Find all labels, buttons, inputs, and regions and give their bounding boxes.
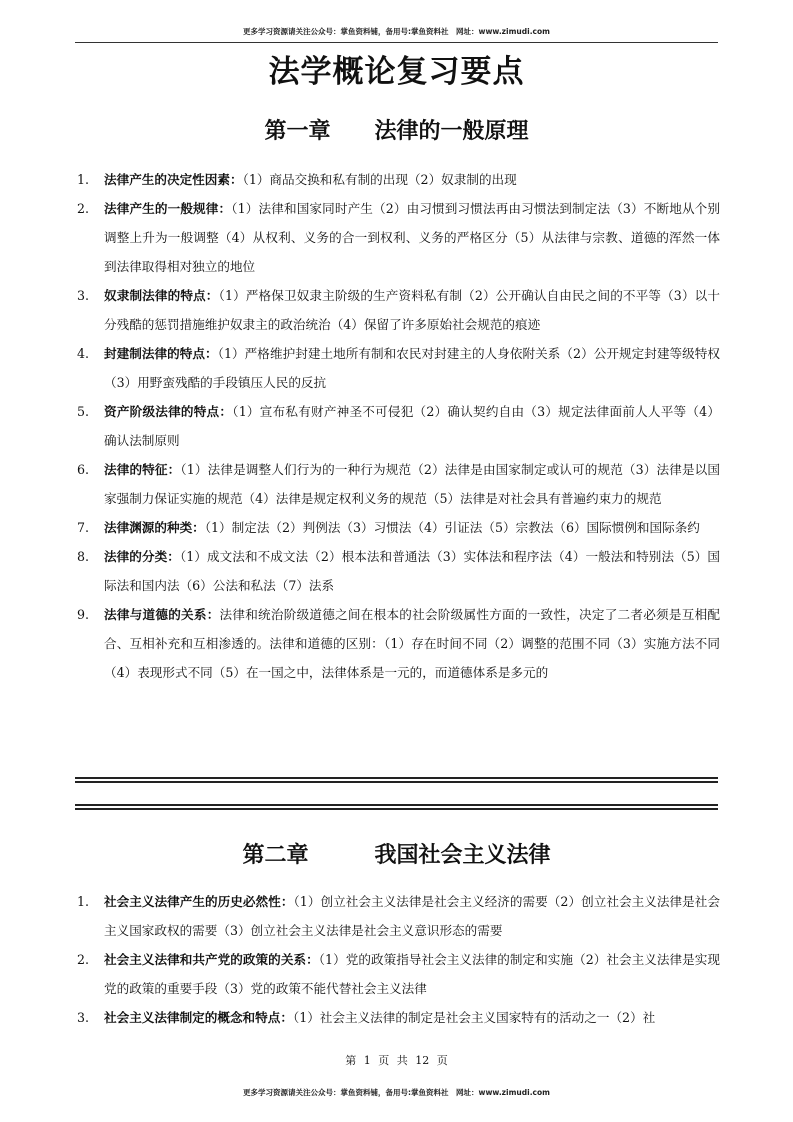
document-title: 法学概论复习要点 [268,54,525,90]
page-footer-text: 更多学习资源请关注公众号：掌鱼资料铺，备用号:掌鱼资料社 网址：www.zimudi.com [243,1088,550,1097]
item-number: 2. [77,201,90,216]
item-text: （1）创立社会主义法律是社会主义经济的需要（2）创立社会主义法律是社会主义国家政权的需要（3）创立社会主义法律是社会主义意识形态的需要 [104,894,720,938]
item-term: 资产阶级法律的特点： [104,404,233,419]
item-number: 4. [77,346,90,361]
chapter-2-section [77,887,720,1032]
item-term: 法律与道德的关系： [104,607,220,622]
item-term: 法律的分类： [104,549,180,564]
section-divider [75,804,718,806]
item-text: （1）法律和国家同时产生（2）由习惯到习惯法再由习惯法到制定法（3）不断地从个别调整上升为一般调整（4）从权利、义务的合一到权利、义务的严格区分（5）从法律与宗教、道德的浑然一体到法律取得相对独立的地位 [104,201,720,274]
item-term: 法律的特征： [104,462,181,477]
list-item [77,339,720,397]
page-number: 第 1 页 共 12 页 [345,1054,448,1067]
chapter-2-title: 第二章 我国社会主义法律 [242,842,551,868]
list-item [77,542,720,600]
header-rule [75,42,718,43]
section-divider [75,781,718,783]
list-item [77,455,720,513]
item-term: 社会主义法律和共产党的政策的关系： [104,952,319,967]
item-text: （1）严格保卫奴隶主阶级的生产资料私有制（2）公开确认自由民之间的不平等（3）以十分残酷的惩罚措施维护奴隶主的政治统治（4）保留了许多原始社会规范的痕迹 [104,288,720,332]
item-term: 社会主义法律产生的历史必然性： [104,894,294,909]
list-item [77,513,720,542]
list-item [77,281,720,339]
item-term: 封建制法律的特点： [104,346,218,361]
item-text: （1）法律是调整人们行为的一种行为规范（2）法律是由国家制定或认可的规范（3）法律是以国家强制力保证实施的规范（4）法律是规定权利义务的规范（5）法律是对社会具有普遍约束力的规范 [104,462,720,506]
list-item [77,1003,720,1032]
item-number: 7. [77,520,90,535]
page-header-text: 更多学习资源请关注公众号：掌鱼资料铺，备用号:掌鱼资料社 网址：www.zimudi.com [243,27,550,36]
list-item [77,194,720,281]
list-item [77,600,720,687]
item-number: 1. [77,172,90,187]
item-text: （1）党的政策指导社会主义法律的制定和实施（2）社会主义法律是实现党的政策的重要手段（3）党的政策不能代替社会主义法律 [104,952,721,996]
item-text: （1）成文法和不成文法（2）根本法和普通法（3）实体法和程序法（4）一般法和特别法（5）国际法和国内法（6）公法和私法（7）法系 [104,549,721,593]
item-number: 2. [77,952,90,967]
section-divider [75,777,718,779]
chapter-1-section [77,165,720,687]
item-text: （1）严格维护封建土地所有制和农民对封建主的人身依附关系（2）公开规定封建等级特权（3）用野蛮残酷的手段镇压人民的反抗 [104,346,720,390]
item-number: 3. [77,288,90,303]
item-term: 法律产生的一般规律： [104,201,232,216]
list-item [77,945,720,1003]
item-text: （1）社会主义法律的制定是社会主义国家特有的活动之一（2）社 [292,1010,656,1025]
chapter-1-title: 第一章 法律的一般原理 [264,118,529,144]
list-item [77,165,720,194]
item-text: （1）商品交换和私有制的出现（2）奴隶制的出现 [242,172,517,187]
item-text: 法律和统治阶级道德之间在根本的社会阶级属性方面的一致性，决定了二者必须是互相配合、互相补充和互相渗透的。法律和道德的区别：（1）存在时间不同（2）调整的范围不同（3）实施方法不同（4）表现形式不同（5）在一国之中，法律体系是一元的，而道德体系是多元的 [104,607,721,680]
item-number: 8. [77,549,90,564]
item-number: 3. [77,1010,90,1025]
item-term: 奴隶制法律的特点： [104,288,219,303]
item-number: 6. [77,462,90,477]
item-term: 社会主义法律制定的概念和特点： [104,1010,293,1025]
item-term: 法律渊源的种类： [104,520,205,535]
item-term: 法律产生的决定性因素： [104,172,243,187]
item-number: 1. [77,894,90,909]
section-divider [75,808,718,810]
item-number: 9. [77,607,90,622]
item-text: （1）宣布私有财产神圣不可侵犯（2）确认契约自由（3）规定法律面前人人平等（4）确认法制原则 [104,404,720,448]
item-number: 5. [77,404,90,419]
item-text: （1）制定法（2）判例法（3）习惯法（4）引证法（5）宗教法（6）国际惯例和国际条约 [204,520,700,535]
list-item [77,887,720,945]
list-item [77,397,720,455]
